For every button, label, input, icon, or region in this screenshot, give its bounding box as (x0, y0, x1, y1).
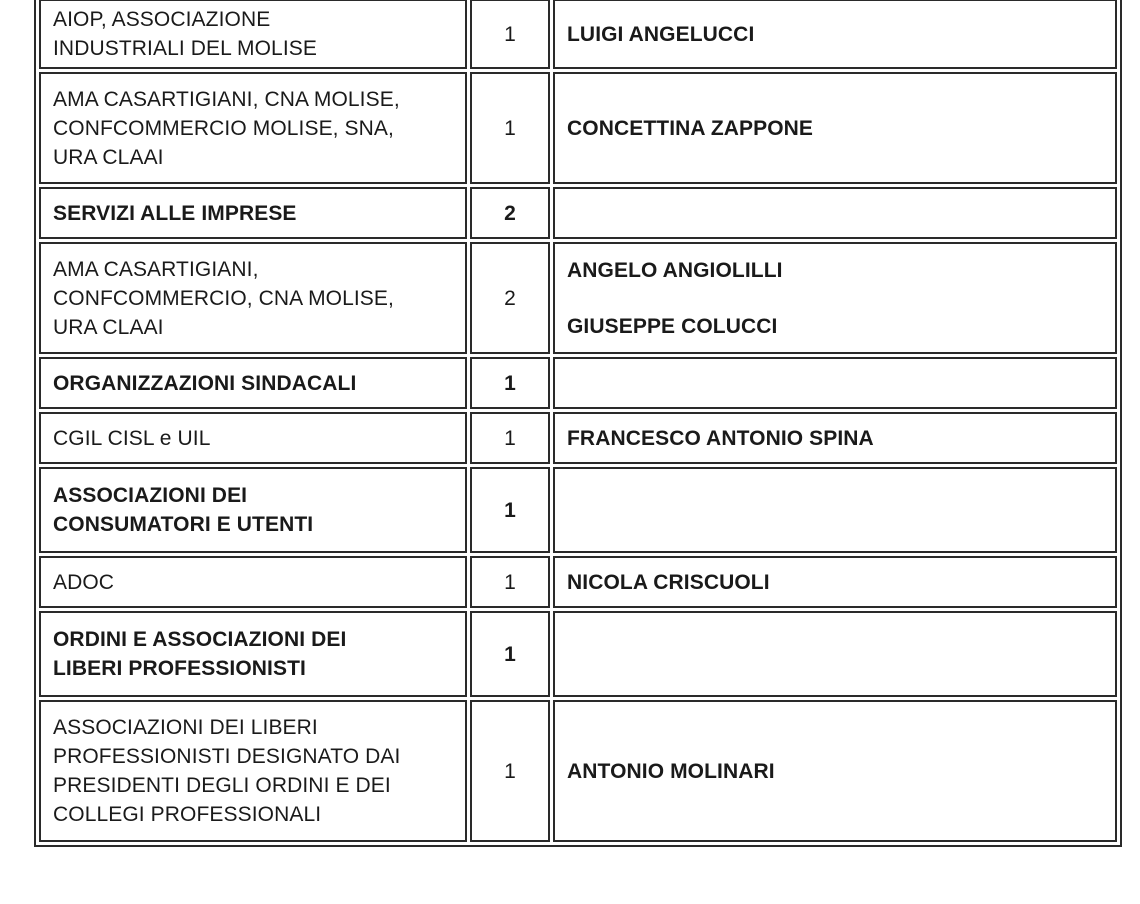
organization-line: ASSOCIAZIONI DEI LIBERI (53, 716, 318, 739)
organization-cell (39, 242, 467, 354)
organization-line: AMA CASARTIGIANI, (53, 257, 259, 281)
seats-cell: 1 (470, 556, 550, 608)
designee-cell (553, 611, 1117, 697)
organization-line: ORDINI E ASSOCIAZIONI DEI (53, 628, 347, 651)
organization-line: ORGANIZZAZIONI SINDACALI (53, 371, 357, 395)
organization-line: CONSUMATORI E UTENTI (53, 513, 314, 536)
organization-line: AMA CASARTIGIANI, CNA MOLISE, (53, 87, 400, 111)
organization-line: ADOC (53, 570, 115, 594)
category-row (39, 357, 1117, 409)
seats-cell: 1 (470, 72, 550, 184)
designee-cell (553, 242, 1117, 354)
table-row (39, 0, 1117, 69)
designee-name: FRANCESCO ANTONIO SPINA (567, 426, 874, 450)
category-label (39, 187, 467, 239)
organization-line: SERVIZI ALLE IMPRESE (53, 201, 297, 225)
designations-table (34, 0, 1122, 847)
organization-line: CONFCOMMERCIO, CNA MOLISE, (53, 286, 394, 310)
organization-cell (39, 412, 467, 464)
organization-line: PROFESSIONISTI DESIGNATO DAI (53, 745, 401, 768)
category-row (39, 187, 1117, 239)
seats-cell: 1 (470, 412, 550, 464)
organization-line: URA CLAAI (53, 315, 164, 339)
organization-line: LIBERI PROFESSIONISTI (53, 657, 306, 680)
table-row (39, 242, 1117, 354)
organization-line: URA CLAAI (53, 145, 164, 169)
organization-line: AIOP, ASSOCIAZIONE (53, 8, 271, 31)
table-row (39, 412, 1117, 464)
organization-cell (39, 0, 467, 69)
designee-cell (553, 467, 1117, 553)
table-body (39, 0, 1117, 842)
seats-cell: 1 (470, 0, 550, 69)
organization-line: CONFCOMMERCIO MOLISE, SNA, (53, 116, 394, 140)
organization-line: ASSOCIAZIONI DEI (53, 484, 248, 507)
table-row (39, 556, 1117, 608)
organization-cell (39, 72, 467, 184)
seats-cell: 2 (470, 242, 550, 354)
designee-name: NICOLA CRISCUOLI (567, 570, 770, 594)
seats-cell: 1 (470, 467, 550, 553)
category-row (39, 467, 1117, 553)
designee-cell (553, 0, 1117, 69)
seats-cell: 2 (470, 187, 550, 239)
organization-line: INDUSTRIALI DEL MOLISE (53, 37, 317, 60)
designee-name: LUIGI ANGELUCCI (567, 22, 755, 46)
designee-cell (553, 72, 1117, 184)
designee-name: CONCETTINA ZAPPONE (567, 116, 814, 140)
seats-cell: 1 (470, 700, 550, 842)
seats-cell: 1 (470, 611, 550, 697)
designee-cell (553, 700, 1117, 842)
seats-cell: 1 (470, 357, 550, 409)
organization-cell (39, 700, 467, 842)
designee-cell (553, 412, 1117, 464)
designee-name: ANGELO ANGIOLILLI (567, 258, 783, 282)
category-row (39, 611, 1117, 697)
organization-cell (39, 556, 467, 608)
organization-line: COLLEGI PROFESSIONALI (53, 803, 322, 826)
designee-name: GIUSEPPE COLUCCI (567, 314, 778, 338)
table-row (39, 72, 1117, 184)
designee-cell (553, 187, 1117, 239)
organization-line: CGIL CISL e UIL (53, 426, 211, 450)
table-row (39, 700, 1117, 842)
organization-line: PRESIDENTI DEGLI ORDINI E DEI (53, 774, 391, 797)
category-label (39, 467, 467, 553)
category-label (39, 611, 467, 697)
designee-cell (553, 556, 1117, 608)
category-label (39, 357, 467, 409)
designee-cell (553, 357, 1117, 409)
designee-name: ANTONIO MOLINARI (567, 759, 775, 783)
